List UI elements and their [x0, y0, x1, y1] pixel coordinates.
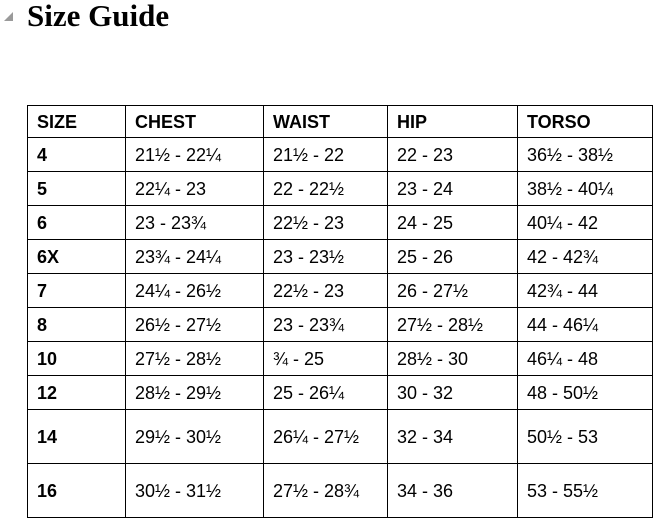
- header-waist: WAIST: [264, 106, 388, 138]
- size-cell: 10: [28, 342, 126, 376]
- table-row: [28, 308, 653, 342]
- table-row: [28, 172, 653, 206]
- chest-cell: 22¼ - 23: [126, 172, 264, 206]
- waist-cell: 22½ - 23: [264, 206, 388, 240]
- header-row: [28, 106, 653, 138]
- torso-cell: 36½ - 38½: [518, 138, 653, 172]
- collapse-triangle-icon[interactable]: [4, 12, 13, 21]
- table-row: [28, 274, 653, 308]
- hip-cell: 24 - 25: [388, 206, 518, 240]
- torso-cell: 38½ - 40¼: [518, 172, 653, 206]
- chest-cell: 21½ - 22¼: [126, 138, 264, 172]
- torso-cell: 50½ - 53: [518, 410, 653, 464]
- chest-cell: 26½ - 27½: [126, 308, 264, 342]
- waist-cell: ¾ - 25: [264, 342, 388, 376]
- table-row: [28, 206, 653, 240]
- chest-cell: 29½ - 30½: [126, 410, 264, 464]
- chest-cell: 27½ - 28½: [126, 342, 264, 376]
- hip-cell: 25 - 26: [388, 240, 518, 274]
- table-row: [28, 376, 653, 410]
- size-cell: 6X: [28, 240, 126, 274]
- size-cell: 4: [28, 138, 126, 172]
- torso-cell: 40¼ - 42: [518, 206, 653, 240]
- size-guide-table: [27, 105, 653, 518]
- torso-cell: 44 - 46¼: [518, 308, 653, 342]
- torso-cell: 42 - 42¾: [518, 240, 653, 274]
- hip-cell: 32 - 34: [388, 410, 518, 464]
- size-cell: 7: [28, 274, 126, 308]
- header-chest: CHEST: [126, 106, 264, 138]
- size-cell: 12: [28, 376, 126, 410]
- size-cell: 5: [28, 172, 126, 206]
- size-cell: 14: [28, 410, 126, 464]
- table-row: [28, 138, 653, 172]
- chest-cell: 24¼ - 26½: [126, 274, 264, 308]
- size-cell: 16: [28, 464, 126, 518]
- waist-cell: 26¼ - 27½: [264, 410, 388, 464]
- header-size: SIZE: [28, 106, 126, 138]
- torso-cell: 46¼ - 48: [518, 342, 653, 376]
- waist-cell: 23 - 23½: [264, 240, 388, 274]
- hip-cell: 28½ - 30: [388, 342, 518, 376]
- chest-cell: 28½ - 29½: [126, 376, 264, 410]
- size-cell: 8: [28, 308, 126, 342]
- hip-cell: 34 - 36: [388, 464, 518, 518]
- waist-cell: 22 - 22½: [264, 172, 388, 206]
- chest-cell: 30½ - 31½: [126, 464, 264, 518]
- header-torso: TORSO: [518, 106, 653, 138]
- waist-cell: 25 - 26¼: [264, 376, 388, 410]
- chest-cell: 23¾ - 24¼: [126, 240, 264, 274]
- hip-cell: 26 - 27½: [388, 274, 518, 308]
- waist-cell: 23 - 23¾: [264, 308, 388, 342]
- waist-cell: 22½ - 23: [264, 274, 388, 308]
- table-row: [28, 240, 653, 274]
- table-row: [28, 464, 653, 518]
- torso-cell: 53 - 55½: [518, 464, 653, 518]
- table-row: [28, 410, 653, 464]
- waist-cell: 27½ - 28¾: [264, 464, 388, 518]
- torso-cell: 42¾ - 44: [518, 274, 653, 308]
- waist-cell: 21½ - 22: [264, 138, 388, 172]
- table-row: [28, 342, 653, 376]
- size-cell: 6: [28, 206, 126, 240]
- torso-cell: 48 - 50½: [518, 376, 653, 410]
- hip-cell: 30 - 32: [388, 376, 518, 410]
- header-hip: HIP: [388, 106, 518, 138]
- hip-cell: 27½ - 28½: [388, 308, 518, 342]
- chest-cell: 23 - 23¾: [126, 206, 264, 240]
- hip-cell: 22 - 23: [388, 138, 518, 172]
- page-title: Size Guide: [27, 0, 170, 33]
- hip-cell: 23 - 24: [388, 172, 518, 206]
